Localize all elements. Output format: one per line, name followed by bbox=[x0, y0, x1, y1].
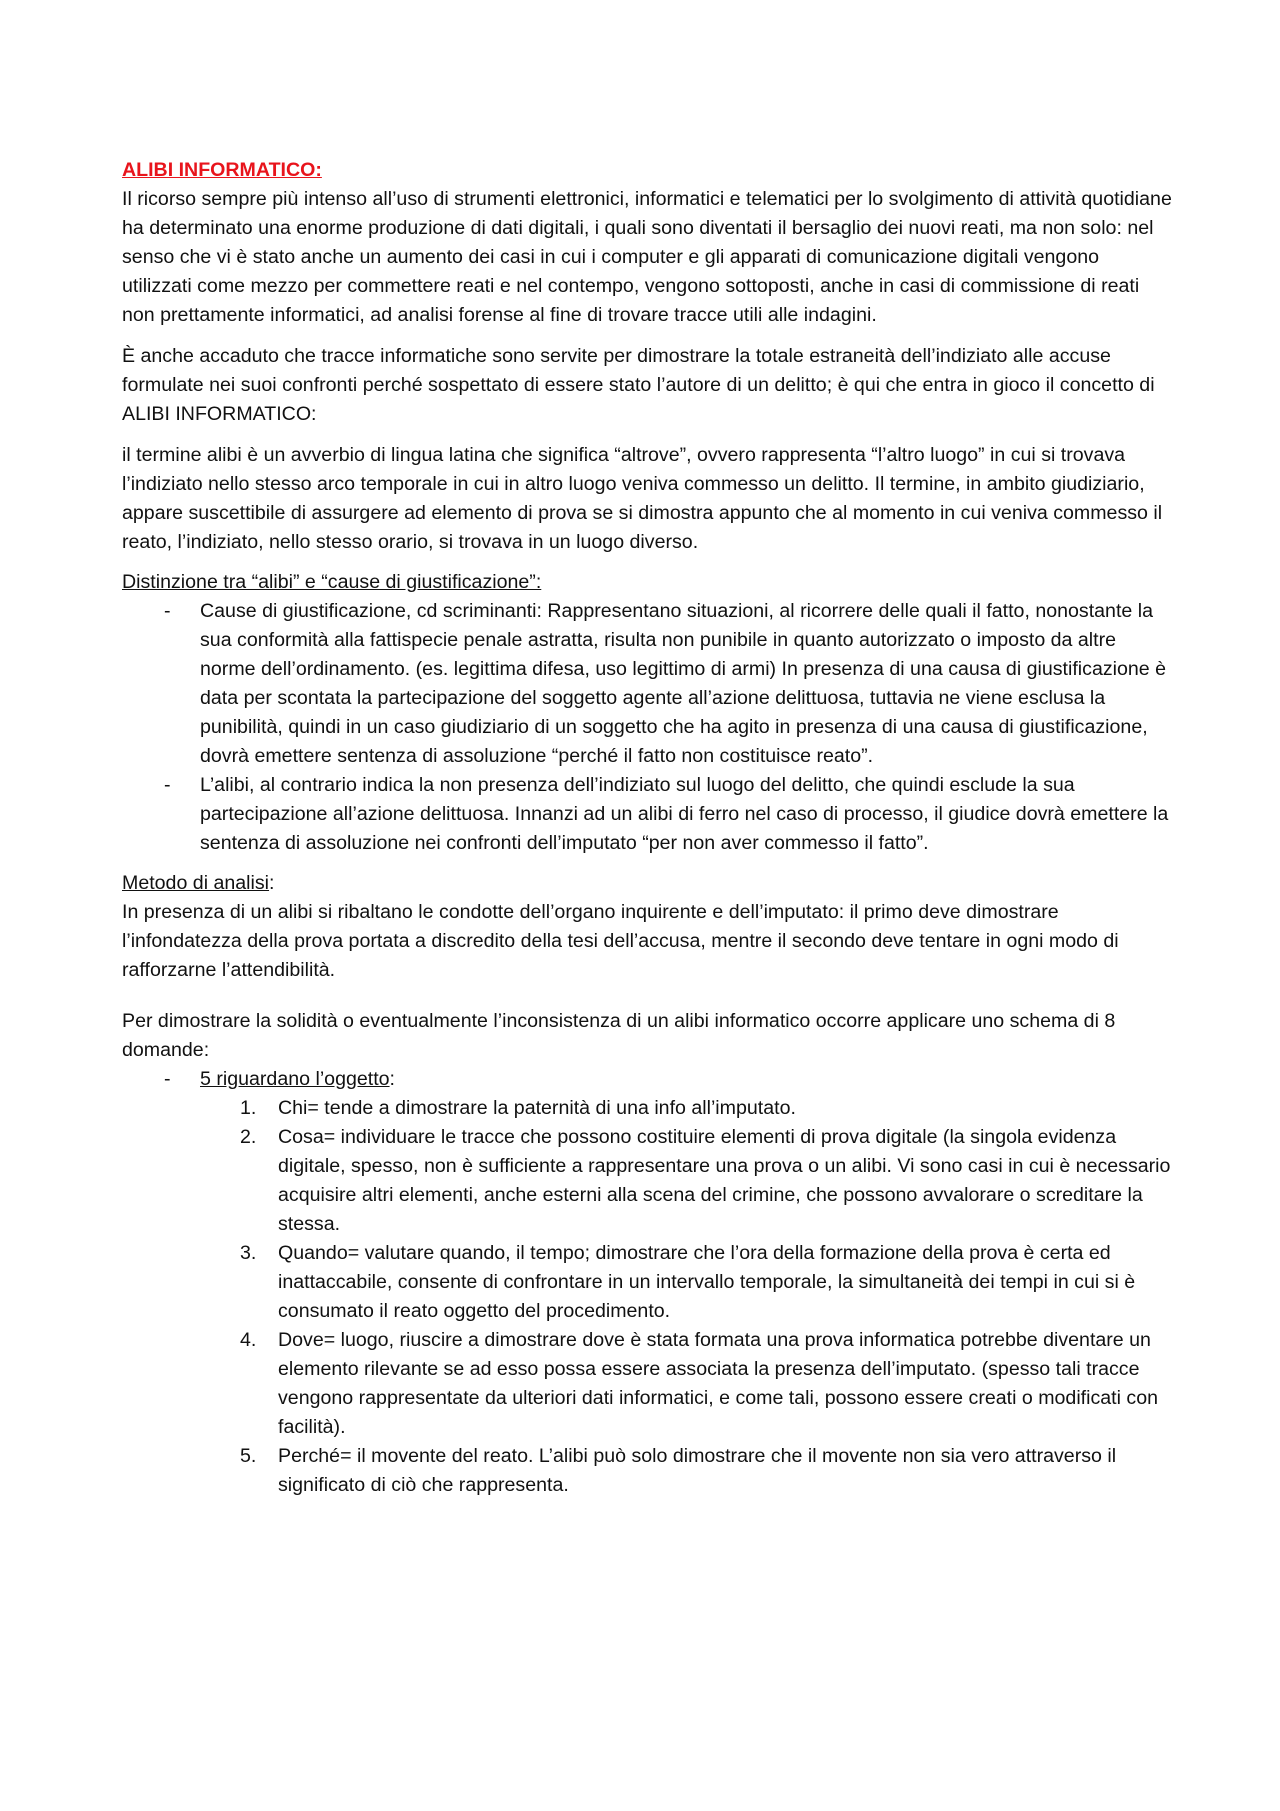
document-page bbox=[122, 156, 1172, 1500]
question-text: Quando= valutare quando, il tempo; dimostrare che l’ora della formazione della prova è certa ed inattaccabile, consente di confrontare in un intervallo temporale, la simultaneità dei tempi in cui si è consumato il reato oggetto del procedimento. bbox=[278, 1242, 1136, 1322]
distinction-heading: Distinzione tra “alibi” e “cause di giustificazione”: bbox=[122, 571, 542, 593]
list-item bbox=[122, 1065, 1172, 1094]
schema-paragraph: Per dimostrare la solidità o eventualmente l’inconsistenza di un alibi informatico occorre applicare uno schema di 8 domande: bbox=[122, 1010, 1116, 1061]
question-text: Perché= il movente del reato. L’alibi può solo dimostrare che il movente non sia vero attraverso il significato di ciò che rappresenta. bbox=[278, 1445, 1117, 1496]
list-item: - L’alibi, al contrario indica la non presenza dell’indiziato sul luogo del delitto, che quindi esclude la sua partecipazione all’azione delittuosa. Innanzi ad un alibi di ferro nel caso di processo, il giudice dovrà emettere la sentenza di assoluzione nei confronti dell’imputato “per non aver commesso il fatto”. bbox=[122, 771, 1172, 858]
method-heading: Metodo di analisi bbox=[122, 872, 270, 894]
method-heading-colon: : bbox=[269, 872, 275, 894]
question-item bbox=[122, 1442, 1172, 1500]
question-item bbox=[122, 1239, 1172, 1326]
question-number: 1. bbox=[240, 1097, 257, 1119]
distinction-list bbox=[122, 597, 1172, 858]
question-text: Dove= luogo, riuscire a dimostrare dove è stata formata una prova informatica potrebbe diventare un elemento rilevante se ad esso possa essere associata la presenza dell’imputato. (spesso tali tracce vengono rappresentate da ulteriori dati informatici, e come tali, possono essere creati o modificati con facilità). bbox=[278, 1329, 1159, 1438]
question-number: 2. bbox=[240, 1126, 257, 1148]
question-number: 5. bbox=[240, 1445, 257, 1467]
method-heading-line bbox=[122, 869, 1172, 898]
questions-list bbox=[122, 1094, 1172, 1500]
document-title: ALIBI INFORMATICO: bbox=[122, 159, 322, 181]
intro-paragraph: Il ricorso sempre più intenso all’uso di strumenti elettronici, informatici e telematici per lo svolgimento di attività quotidiane ha determinato una enorme produzione di dati digitali, i quali sono diventati il bersaglio dei nuovi reati, ma non solo: nel senso che vi è stato anche un aumento dei casi in cui i computer e gli apparati di comunicazione digitali vengono utilizzati come mezzo per commettere reati e nel contempo, vengono sottoposti, anche in casi di commissione di reati non prettamente informatici, ad analisi forense al fine di trovare tracce utili alle indagini. bbox=[122, 188, 1172, 326]
schema-subheading: 5 riguardano l’oggetto bbox=[200, 1068, 390, 1090]
question-item bbox=[122, 1123, 1172, 1239]
alibi-definition-paragraph: il termine alibi è un avverbio di lingua latina che significa “altrove”, ovvero rappresenta “l’altro luogo” in cui si trovava l’indiziato nello stesso arco temporale in cui in altro luogo veniva commesso un delitto. Il termine, in ambito giudiziario, appare suscettibile di assurgere ad elemento di prova se si dimostra appunto che al momento in cui veniva commesso il reato, l’indiziato, nello stesso orario, si trovava in un luogo diverso. bbox=[122, 444, 1163, 553]
question-number: 3. bbox=[240, 1242, 257, 1264]
schema-subheading-colon: : bbox=[389, 1068, 395, 1090]
question-text: Chi= tende a dimostrare la paternità di una info all’imputato. bbox=[278, 1097, 796, 1119]
method-paragraph: In presenza di un alibi si ribaltano le condotte dell’organo inquirente e dell’imputato: il primo deve dimostrare l’infondatezza della prova portata a discredito della tesi dell’accusa, mentre il secondo deve tentare in ogni modo di rafforzarne l’attendibilità. bbox=[122, 901, 1119, 981]
question-number: 4. bbox=[240, 1329, 257, 1351]
question-item bbox=[122, 1326, 1172, 1442]
question-item bbox=[122, 1094, 1172, 1123]
question-text: Cosa= individuare le tracce che possono costituire elementi di prova digitale (la singola evidenza digitale, spesso, non è sufficiente a rappresentare una prova o un alibi. Vi sono casi in cui è necessario acquisire altri elementi, anche esterni alla scena del crimine, che possono avvalorare o screditare la stessa. bbox=[278, 1126, 1171, 1235]
alibi-paragraph: È anche accaduto che tracce informatiche sono servite per dimostrare la totale estraneità dell’indiziato alle accuse formulate nei suoi confronti perché sospettato di essere stato l’autore di un delitto; è qui che entra in gioco il concetto di ALIBI INFORMATICO: bbox=[122, 345, 1155, 425]
schema-list bbox=[122, 1065, 1172, 1094]
list-item: - Cause di giustificazione, cd scriminanti: Rappresentano situazioni, al ricorrere delle quali il fatto, nonostante la sua conformità alla fattispecie penale astratta, risulta non punibile in quanto autorizzato o imposto da altre norme dell’ordinamento. (es. legittima difesa, uso legittimo di armi) In presenza di una causa di giustificazione è data per scontata la partecipazione del soggetto agente all’azione delittuosa, tuttavia ne viene esclusa la punibilità, quindi in un caso giudiziario di un soggetto che ha agito in presenza di una causa di giustificazione, dovrà emettere sentenza di assoluzione “perché il fatto non costituisce reato”. bbox=[122, 597, 1172, 771]
